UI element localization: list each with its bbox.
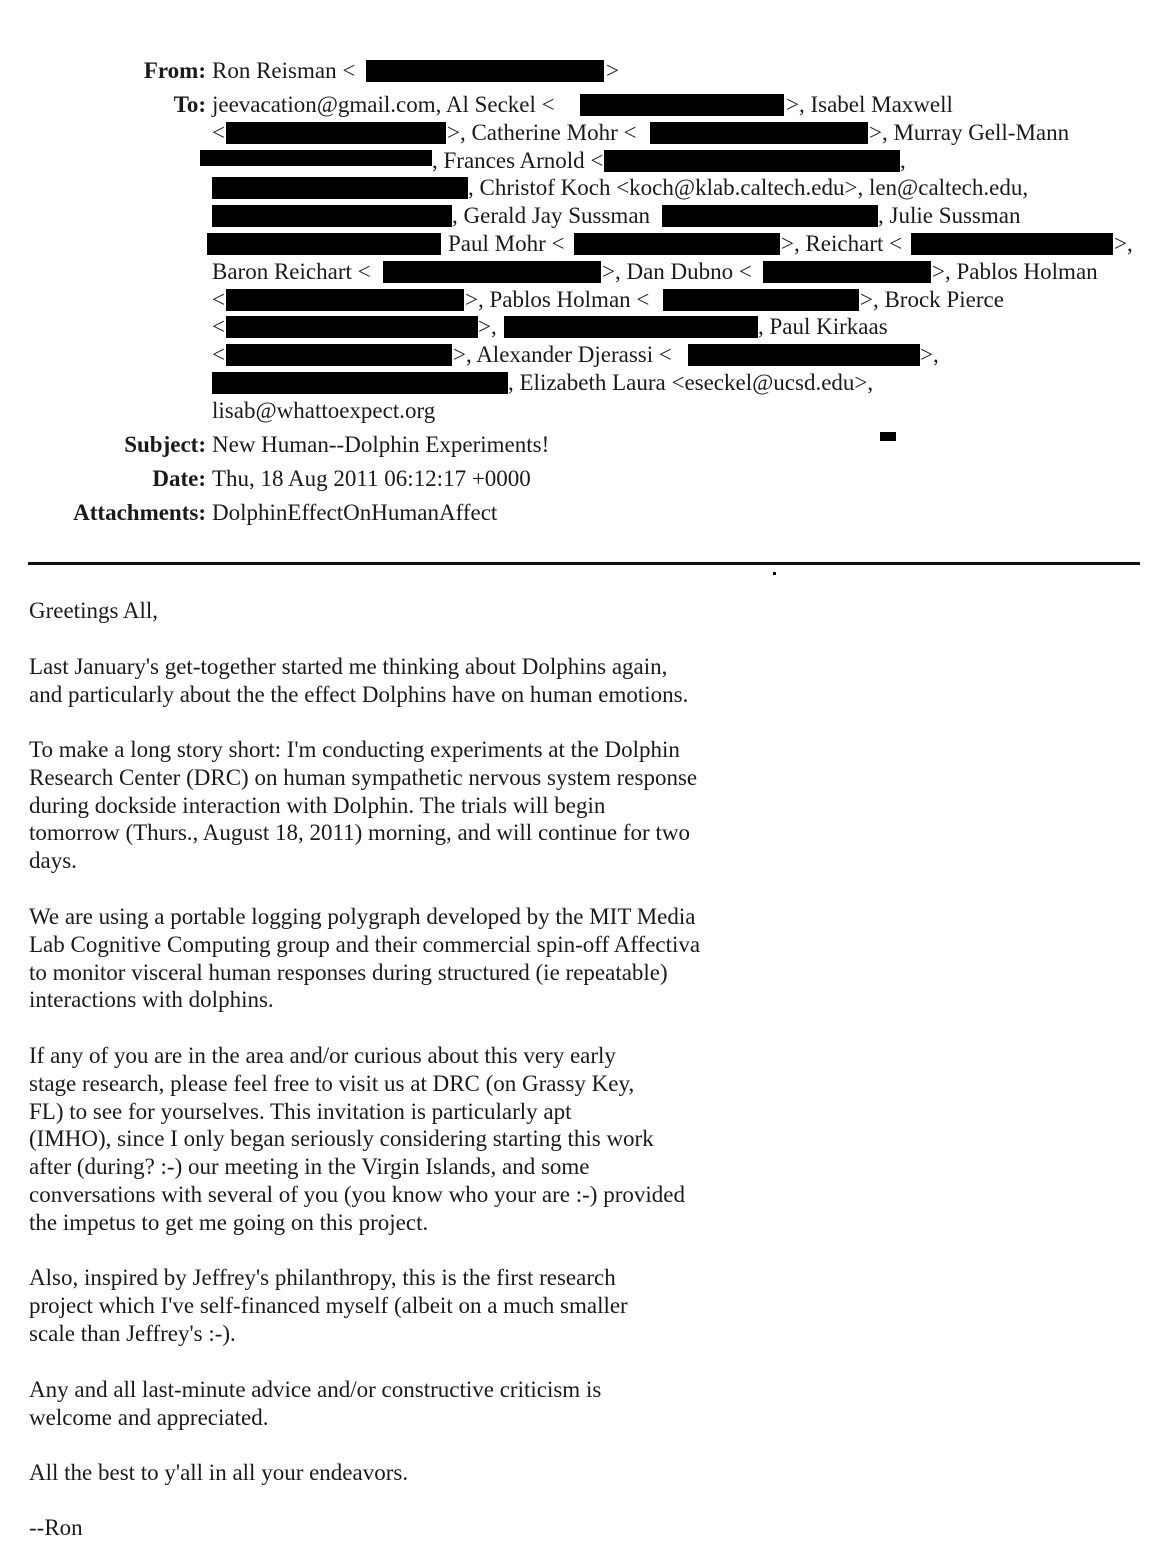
redaction-block [580, 94, 784, 116]
to-text: >, [920, 342, 939, 367]
from-name: Ron Reisman < [212, 58, 356, 83]
to-text: , Christof Koch <koch@klab.caltech.edu>, len@caltech.edu, [468, 175, 1029, 200]
redaction-block [207, 233, 441, 255]
date-value: Thu, 18 Aug 2011 06:12:17 +0000 [212, 466, 531, 491]
to-text: >, Catherine Mohr < [447, 120, 637, 145]
to-text: , Elizabeth Laura <eseckel@ucsd.edu>, [508, 370, 874, 395]
to-text: < [212, 120, 225, 145]
divider-dot [773, 572, 776, 575]
to-text: , Frances Arnold < [432, 148, 604, 173]
to-text: >, Reichart < [781, 231, 903, 256]
to-text: >, Pablos Holman [932, 259, 1098, 284]
redaction-block [226, 122, 446, 144]
body-paragraph: We are using a portable logging polygraph developed by the MIT Media Lab Cognitive Computing group and their commercial spin-off Affectiva to monitor visceral human responses during structured (ie repeatable) interactions with dolphins. [29, 904, 701, 1013]
body-paragraph: Any and all last-minute advice and/or constructive criticism is welcome and appreciated. [29, 1377, 602, 1430]
to-text: >, Brock Pierce [860, 287, 1004, 312]
to-text: >, [1114, 231, 1133, 256]
redaction-block [226, 289, 464, 311]
body-paragraph: All the best to y'all in all your endeavors. [29, 1460, 409, 1485]
body-paragraph: To make a long story short: I'm conducting experiments at the Dolphin Research Center (DRC) on human sympathetic nervous system response during dockside interaction with Dolphin. The trials will begin tomorrow (Thurs., August 18, 2011) morning, and will continue for two days. [29, 737, 698, 874]
redaction-block [663, 289, 859, 311]
date-label: Date: [152, 466, 206, 491]
redaction-block [688, 344, 920, 366]
redaction-block [662, 205, 878, 227]
redaction-block [383, 261, 601, 283]
to-text: jeevacation@gmail.com, Al Seckel < [212, 92, 555, 117]
redaction-block [574, 233, 780, 255]
signature: --Ron [29, 1515, 83, 1540]
redaction-block [604, 150, 900, 172]
greeting: Greetings All, [29, 598, 159, 623]
redaction-block [200, 150, 432, 166]
to-text: , [900, 148, 906, 173]
subject-value: New Human--Dolphin Experiments! [212, 432, 550, 457]
from-close: > [606, 58, 619, 83]
redaction-block [226, 344, 452, 366]
redaction-block [366, 60, 604, 82]
header-divider [28, 562, 1140, 565]
to-text: < [212, 314, 225, 339]
to-text: , Julie Sussman [878, 203, 1021, 228]
subject-label: Subject: [124, 432, 206, 457]
from-label: From: [143, 58, 206, 83]
to-text: < [212, 287, 225, 312]
redaction-block [212, 177, 468, 199]
attachments-label: Attachments: [73, 500, 206, 525]
to-text: , Paul Kirkaas [758, 314, 888, 339]
to-text: < [212, 342, 225, 367]
redaction-block [226, 316, 478, 338]
redaction-mark [880, 432, 896, 441]
to-text: >, Alexander Djerassi < [453, 342, 672, 367]
to-text: Baron Reichart < [212, 259, 371, 284]
redaction-block [504, 316, 758, 338]
redaction-block [650, 122, 868, 144]
redaction-block [212, 372, 508, 394]
body-paragraph: Last January's get-together started me thinking about Dolphins again, and particularly about the the effect Dolphins have on human emotions. [29, 654, 689, 707]
body-paragraph: Also, inspired by Jeffrey's philanthropy, this is the first research project which I've self-financed myself (albeit on a much smaller scale than Jeffrey's :-). [29, 1265, 628, 1346]
to-text: >, Pablos Holman < [465, 287, 650, 312]
redaction-block [212, 205, 452, 227]
redaction-block [911, 233, 1113, 255]
to-label: To: [173, 92, 206, 117]
to-text: >, Dan Dubno < [602, 259, 752, 284]
redaction-block [763, 261, 931, 283]
to-text: Paul Mohr < [448, 231, 565, 256]
to-text: >, Isabel Maxwell [786, 92, 953, 117]
to-text: , Gerald Jay Sussman [452, 203, 651, 228]
to-text: >, [478, 314, 497, 339]
attachment-name: DolphinEffectOnHumanAffect [212, 500, 498, 525]
body-paragraph: If any of you are in the area and/or curious about this very early stage research, please feel free to visit us at DRC (on Grassy Key, FL) to see for yourselves. This invitation is particularly apt (IMHO), since I only began seriously considering starting this work after (during? :-) our meeting in the Virgin Islands, and some conversations with several of you (you know who your are :-) provided the impetus to get me going on this project. [29, 1043, 685, 1235]
to-text: lisab@whattoexpect.org [212, 398, 436, 423]
to-text: >, Murray Gell-Mann [869, 120, 1070, 145]
